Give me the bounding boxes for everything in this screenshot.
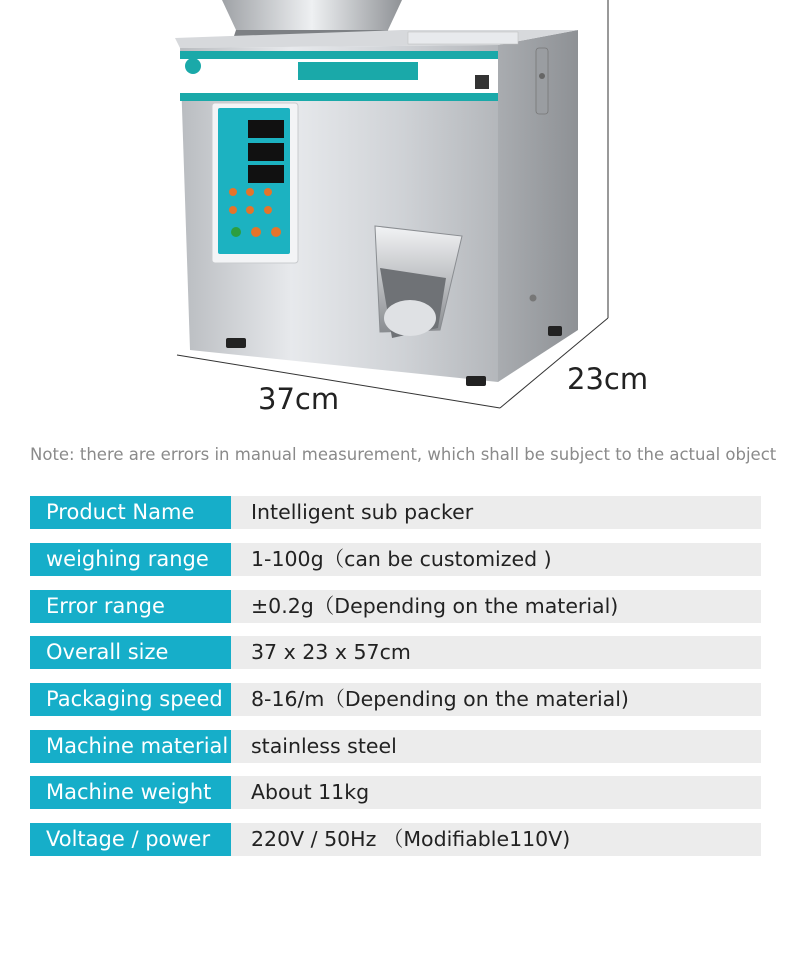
spec-row [30,636,761,669]
spec-value: About 11kg [231,776,761,809]
spec-value: 220V / 50Hz （Modifiable110V) [231,823,761,856]
width-dimension-label: 37cm [258,382,340,416]
spec-value: 37 x 23 x 57cm [231,636,761,669]
spec-key: Error range [30,590,247,623]
spec-key: weighing range [30,543,247,576]
spec-key: Machine weight [30,776,247,809]
spec-value: ±0.2g（Depending on the material) [231,590,761,623]
spec-row [30,543,761,576]
spec-value: 1-100g（can be customized ) [231,543,761,576]
product-figure [0,0,790,430]
spec-row [30,776,761,809]
spec-row [30,590,761,623]
spec-value: 8-16/m（Depending on the material) [231,683,761,716]
spec-key: Overall size [30,636,247,669]
depth-dimension-label: 23cm [567,362,649,396]
measurement-note: Note: there are errors in manual measurement, which shall be subject to the actual object [30,445,777,464]
spec-key: Voltage / power [30,823,247,856]
spec-key: Product Name [30,496,247,529]
spec-row [30,730,761,763]
spec-value: stainless steel [231,730,761,763]
spec-value: Intelligent sub packer [231,496,761,529]
spec-row [30,823,761,856]
spec-row [30,683,761,716]
spec-row [30,496,761,529]
spec-key: Packaging speed [30,683,247,716]
machine-illustration [0,0,790,430]
spec-key: Machine material [30,730,247,763]
